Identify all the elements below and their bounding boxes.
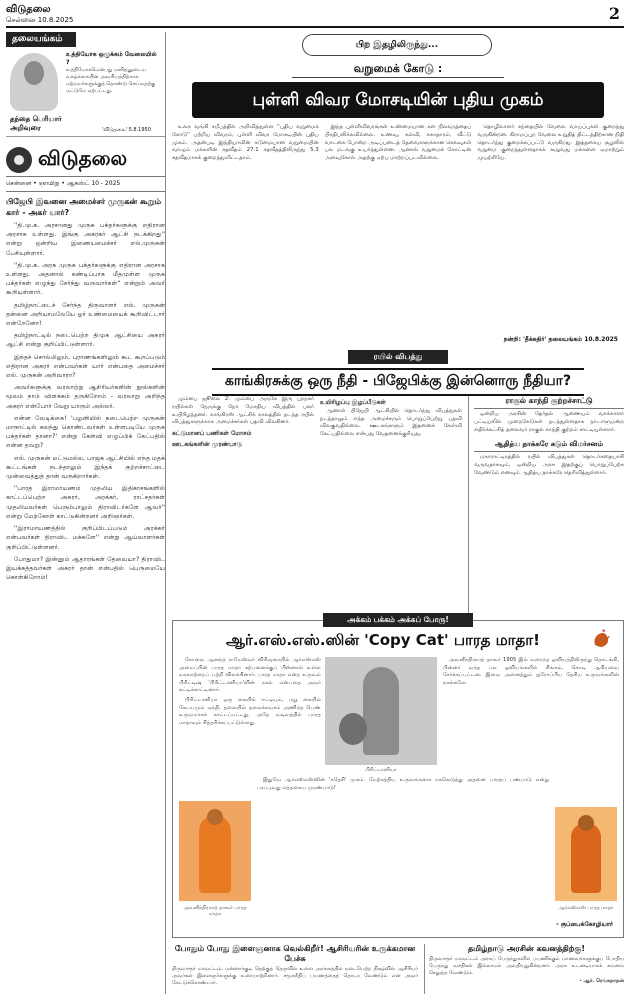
britannia-figure <box>363 667 399 755</box>
paper-name: விடுதலை <box>6 4 51 15</box>
logo-text: விடுதலை <box>38 146 128 170</box>
bottom-right-text: திருவாரூர் மாவட்டம் அரசுப் பேருந்துகளில் பயணிக்கும் மாணவர்களுக்குப் போதிய பேருந்து வசதிகள் இல்லாமல் அவதியுறுகின்றனர். அரசு உடனடியாகக் கவனம் செலுத்த வேண்டும். <box>429 956 624 976</box>
signature-name: தந்தை பெரியார் அறிவுரை <box>10 115 62 132</box>
editorial-paragraph: தமிழ்நாட்டில் நடைபெற்ற திமுக ஆட்சியை அசுரர் ஆட்சி என்று குறிப்பிட்டுள்ளார். <box>6 332 165 349</box>
lead-column <box>477 124 624 336</box>
britannia-shield <box>339 713 367 745</box>
editorial-headline: பிஜேபி இவனை அமைச்சர் முருகன் கூறும் கார் - அகர் யார்? <box>6 197 162 217</box>
dateline: சென்னை • ஞாயிறு • ஆகஸ்ட் 10 - 2025 <box>6 177 165 192</box>
rail-paragraph: ஆனால் பிஜேபி ஆட்சியில் தொடர்ந்து விபத்துகள் நடந்தாலும் எந்த அமைச்சரும் பொறுப்பேற்று பதவி விலகுவதில்லை. ஊடகங்களும் இதனைக் கேள்வி கேட்பதில்லை என்பது வேதனைக்குரியது. <box>320 407 462 438</box>
editorial-paragraph: ''இராமாயணத்தில் குறிப்பிடப்படும் அரக்கர் என்பவர்கள் திராவிட மக்களே'' என்று ஆய்வாளர்கள் குறிப்பிட்டுள்ளனர். <box>6 525 165 551</box>
section-pill: பிற இதழிலிருந்து... <box>302 34 492 56</box>
bharat-mata-head <box>207 809 223 825</box>
editorial-body <box>6 221 165 582</box>
editorial-column <box>6 32 166 994</box>
lead-byline: நன்றி: 'தீக்கதிர்' தலையங்கம் 10.8.2025 <box>503 336 618 343</box>
feature-column <box>257 777 549 917</box>
sidebar-title: ராகுல் காந்தி குற்றச்சாட்டு <box>474 396 624 409</box>
rss-bharat-mata-head <box>578 815 594 831</box>
lead-column <box>172 124 319 336</box>
bharat-mata-figure <box>199 815 231 893</box>
feature-paragraph: இதுவே ஆர்எஸ்எஸ்ஸின் 'சுதேசி' முகம். மேற்கத்திய உருவங்களை நகலெடுத்து அதனை பாரதப் பண்பாடு என்று பரப்புவது எத்தகைய முரண்பாடு! <box>257 777 549 791</box>
main-area <box>172 32 624 994</box>
quote-sign: 'விடுதலை' 5.8.1950 <box>102 127 151 133</box>
editorial-paragraph: என்ன வேடிக்கை! 'பழனியில் நடைபெற்ற முருகன் மாநாட்டில் கலந்து கொண்டவர்கள் உள்ளபடியே முருக பக்தர்கள் தானா?' என்று கேள்வி எழுப்பிக் கேட்பதில் என்ன தவறு? <box>6 414 165 450</box>
bharat-caption: அவனீந்திரநாத் தாகூர் பாரத மாதா <box>183 905 247 917</box>
editorial-paragraph: ''தி.மு.க. அரசானது முருக பக்தர்களுக்கு எதிரான அரசாக உள்ளது. இங்கு அகரகர் ஆட்சி நடக்கிறது'' என்று ஒன்றிய இணையமைச்சர் எல்.முருகன் பேசியுள்ளார். <box>6 222 165 257</box>
feature-column <box>179 657 321 797</box>
page-number: 2 <box>608 4 620 23</box>
britannia-image <box>325 657 437 765</box>
lead-kicker: வறுமைக் கோடு : <box>292 62 504 78</box>
issue-date: சென்னை 10.8.2025 <box>6 16 74 24</box>
feature-section-tag: அக்கம் பக்கம் அக்கப் போரு! <box>323 613 473 627</box>
feature-headline: ஆர்.எஸ்.எஸ்.ஸின் 'Copy Cat' பாரத மாதா! <box>226 631 540 649</box>
editorial-paragraph: அவர்களுக்கு வரலாற்று ஆசிரியர்களின் நூல்களின் மூலம் நாம் விளக்கம் தருகிறோம் - வரலாறு அறிந்த அசுரர் என்போர் வேறு யாரும் அல்லர். <box>6 384 165 410</box>
periyar-portrait <box>10 53 58 111</box>
rail-subhead: கட்டுமானப் பணிகள் மோசம் <box>172 430 252 438</box>
lead-paragraph: இந்த புள்ளிவிவரங்கள் உண்மையான கள நிலவரத்தைப் பிரதிபலிக்கவில்லை. உணவு, கல்வி, சுகாதாரம், வீட்டு வாடகை போன்ற அடிப்படைத் தேவைகளுக்கான செலவுகள் பல மடங்கு உயர்ந்துள்ளன. ஆனால் வறுமைக் கோட்டின் அளவுகோல் அதற்கு ஏற்ப மாற்றப்படவில்லை. <box>324 124 472 162</box>
masthead-strip <box>6 4 624 28</box>
editorial-paragraph: தமிழ்நாட்டைச் சேர்ந்த திருவாளர் எல். முருகன் தன்னை அறியாமலேயே ஓர் உண்மையைக் கூறிவிட்டார் என்றேனோ! <box>6 301 165 328</box>
bottom-left-story <box>172 944 418 994</box>
editorial-paragraph: இந்தச் சொல்லிலும், புராணங்களிலும் கூட கூறப்படும் எதிரான அசுரர் என்பவர்கள் யார் என்பதை அமைச்சர் எல். முருகன் அறிவாரா? <box>6 353 165 380</box>
rooster-icon <box>589 627 613 651</box>
britannia-caption: பிரிட்டானியா <box>365 767 397 773</box>
logo-emblem-icon <box>6 147 32 173</box>
feature-paragraph: கோவை ஆனந்த் ராமேஸ்வர் விரிவுரையில் ஆர்எஸ்எஸ் அமைப்பின் பாரத மாதா கற்பனைக்குப் பின்னால் உள்ள வரலாற்றைப் பற்றி விளக்கினார். பாரத மாதா என்ற உருவம் பிரிட்டிஷ் 'பிரிட்டானியா'வின் நகல் என்பதை அவர் சுட்டிக்காட்டினார். <box>179 657 321 694</box>
bharat-mata-painting <box>179 801 251 901</box>
rss-bharat-caption: ஆர்எஸ்எஸ் பாரத மாதா <box>558 905 614 911</box>
rss-bharat-mata-figure <box>571 823 601 893</box>
feature-section <box>172 615 624 938</box>
lead-paragraph: உலக வங்கி சமீபத்தில் அறிவித்துள்ள ''புதிய வறுமைக் கோடு'' பற்றிய விவரம், புள்ளி விவர மோசடியின் புதிய முகம். அதன்படி இந்தியாவின் கடுமையான வறுமையின் வாழும் மக்களின் சதவீதம் 27.1 சதவீதத்திலிருந்து 5.3 சதவீதமாகக் குறைந்துவிட்டதாம். <box>172 124 319 162</box>
rss-bharat-mata-image <box>555 807 617 901</box>
feature-signature: - குப்பைக்கோழியார் <box>556 921 613 928</box>
lead-story-columns <box>172 124 624 336</box>
rail-subhead: உயிரிழப்பு இழப்பீடுகள் <box>320 399 386 406</box>
bottom-right-story <box>424 944 624 994</box>
bottom-left-headline: போதும் போது இளைஞனாக வெல்கிறீர்! ஆசிரியரின் உருக்கமான பேச்சு <box>174 944 416 963</box>
lead-column <box>325 124 472 336</box>
rail-subhead: ஊடகங்களின் முரண்பாடு <box>172 440 243 448</box>
sidebar-text: ஒன்றிய அரசின் தேர்தல் ஆணையம் வாக்காளர் பட்டியலில் முறைகேடுகள் நடந்துள்ளதாக நாடாளுமன்ற எதிர்க்கட்சித் தலைவர் ராகுல் காந்தி குற்றம் சாட்டியுள்ளார். <box>474 411 624 433</box>
editorial-label: தலையங்கம் <box>6 32 76 47</box>
rail-story-columns <box>172 396 462 614</box>
quote-title: உத்தியோக ஒழுக்கம் வேலையில் ? <box>66 51 157 66</box>
bottom-right-headline: தமிழ்நாடு அரசின் கவனத்திற்கு! <box>467 944 586 953</box>
lead-paragraph: தொழிலாளர் சந்தையில் வேலை வாய்ப்புகள் குறைந்து வருகின்றன. கிராமப்புற வேலை உறுதித் திட்டத்திற்கான நிதி தொடர்ந்து குறைக்கப்பட்டு வருகிறது. இத்தகைய சூழலில் வறுமை குறைந்துள்ளதாகக் கூறுவது மக்களை ஏமாற்றும் முயற்சியே. <box>477 124 625 162</box>
editorial-paragraph: ''தி.மு.க. அரசு முருக பக்தர்களுக்கு எதிரான அரசாக உள்ளது. அதனால் கண்டிப்பாக மீதமுள்ள முருக பக்தர்கள் எழுந்து சேர்ந்து வருவார்கள்'' என்றும் அவர் கூறியுள்ளார். <box>6 261 165 297</box>
feature-paragraph: பிரிட்டானியா ஒரு கையில் ஈட்டியும், மறு கையில் கேடயமும் ஏந்தி, தலையில் தலைக்கவசம் அணிந்த பெண் உருவமாகக் காட்டப்பட்டது. அதே வடிவத்தில் பாரத மாதாவும் சித்தரிக்கப்பட்டுள்ளது. <box>179 696 321 726</box>
rail-sidebar <box>468 396 624 614</box>
bottom-right-sign: - ஆர். ரெங்கநாதன் <box>579 978 624 984</box>
rail-column <box>320 396 462 614</box>
lead-headline: புள்ளி விவர மோசடியின் புதிய முகம் <box>192 82 604 118</box>
editorial-paragraph: ''பாரத இராமாயணம் முதலிய இதிகாசங்களில் காட்டப்பெற்ற அசுரர், அரக்கர், ராட்சதர்கள் முதலியவர்கள் பெரும்பாலும் திராவிடர்களே ஆவர்'' என்று மேற்கோள் காட்டுகின்றனர் அறிஞர்கள். <box>6 485 165 520</box>
viduthalai-logo <box>6 143 165 177</box>
quote-text: உத்தியோகமென்பது மனிதனுடைய வாழ்க்கையின் அவசியத்திற்காக மற்றவர்களுக்குத் தொண்டு செய்வதற்கு மட்டுமே ஏற்பட்டது. <box>66 67 156 94</box>
bottom-left-text: திருவாரூர் மாவட்டம், மன்னார்குடி தெற்குத் தெருவில் உள்ள அரங்கத்தில் நடைபெற்ற நிகழ்வில் ஆசிரியர் அவர்கள் இளைஞர்களுக்கு உரையாற்றினார். சமூகநீதிப் பயணத்தைத் தொடர வேண்டும் என அவர் கேட்டுக்கொண்டார். <box>172 966 418 986</box>
rail-section-tag: ரயில் விபத்து <box>348 350 448 364</box>
editorial-paragraph: போதுமா? இன்னும் ஆதாரங்கள் தேவையா? திராவிட இயக்கத்தவர்கள் அசுரர் தான் என்பதில் பெருமையே கொள்கிறோம்! <box>6 555 165 582</box>
periyar-quote-box <box>6 49 165 137</box>
rail-paragraph: மும்பை ஜூலை 2: மும்பை அருகே இரு புறநகர் ரயில்கள் நேருக்கு நேர் மோதிய விபத்தில் பலர் உயிரிழந்தனர். காங்கிரஸ் ஆட்சிக் காலத்தில் நடந்த ரயில் விபத்துகளுக்காக அமைச்சர்கள் பதவி விலகினர். <box>172 396 314 426</box>
feature-paragraph: அவனீந்திரநாத் தாகூர் 1905 இல் வரைந்த ஓவியத்திலிருந்து தொடங்கி, பின்னர் வந்த பல ஓவியங்களில் சிங்கம், கொடி ஆகியவை சேர்க்கப்பட்டன. இவை அனைத்தும் ஐரோப்பிய தேசிய உருவங்களின் நகல்களே. <box>443 657 619 686</box>
rail-headline: காங்கிரசுக்கு ஒரு நீதி - பிஜேபிக்கு இன்னொரு நீதியா? <box>212 368 584 396</box>
sidebar-title-2: ஆதித்ய தாக்கரே கடும் விமர்சனம் <box>474 440 624 452</box>
editorial-paragraph: எல். முருகன் மட்டுமல்ல, பாஜக ஆட்சியில் எந்த மதக் கூட்டங்கள் நடந்தாலும் இந்தக் குற்றச்சாட்டை முன்வைத்துத் தான் வருகிறார்கள். <box>6 454 165 481</box>
sidebar-text-2: மகாராட்டிரத்தில் ரயில் விபத்துகள் தொடர்கதையாகி வருவதாகவும், ஒன்றிய அரசு இதற்குப் பொறுப்பேற்க வேண்டும் எனவும் ஆதித்ய தாக்கரே தெரிவித்துள்ளார். <box>474 454 624 476</box>
rail-column <box>172 396 314 614</box>
